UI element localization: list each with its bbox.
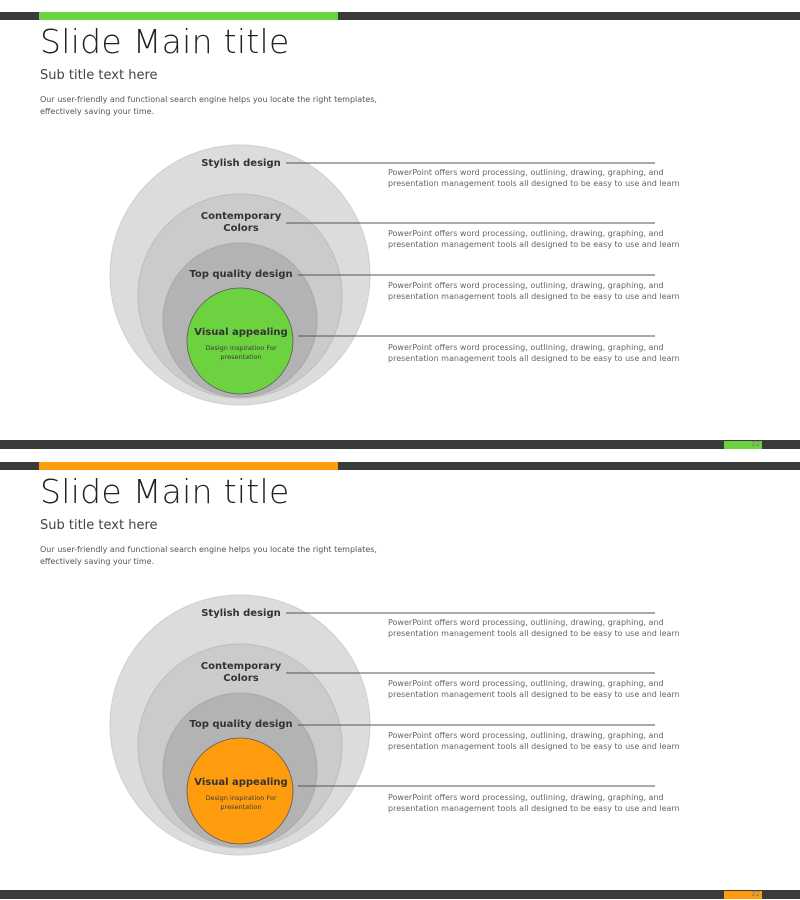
- bottom-bar: [0, 890, 800, 899]
- circle-sublabel-1: Design inspiration For: [205, 794, 277, 802]
- circle-label-top-quality: Top quality design: [189, 269, 293, 280]
- description-3: [388, 730, 680, 752]
- page-number: 22: [751, 440, 760, 448]
- description-2-line-2: presentation management tools all designed to be easy to use and learn: [388, 240, 680, 249]
- description-1-line-1: PowerPoint offers word processing, outlining, drawing, graphing, and: [388, 168, 664, 177]
- description-2: [388, 228, 680, 250]
- intro-line-2: effectively saving your time.: [40, 557, 155, 566]
- circle-inner: [187, 738, 293, 844]
- circle-label-visual: Visual appealing: [194, 327, 288, 338]
- description-2: [388, 678, 680, 700]
- circle-label-visual: Visual appealing: [194, 777, 288, 788]
- circle-sublabel-2: presentation: [220, 353, 262, 361]
- description-1: [388, 167, 680, 189]
- circle-inner: [187, 288, 293, 394]
- page-number: 22: [751, 890, 760, 898]
- description-4: [388, 792, 680, 814]
- description-1-line-2: presentation management tools all designed to be easy to use and learn: [388, 179, 680, 188]
- intro-line-1: Our user-friendly and functional search engine helps you locate the right templates,: [40, 545, 377, 554]
- circle-label-contemporary-2: Colors: [223, 673, 259, 684]
- intro-line-2: effectively saving your time.: [40, 107, 155, 116]
- description-3-line-2: presentation management tools all designed to be easy to use and learn: [388, 742, 680, 751]
- description-3-line-1: PowerPoint offers word processing, outlining, drawing, graphing, and: [388, 281, 664, 290]
- circle-label-stylish: Stylish design: [201, 608, 281, 619]
- description-2-line-1: PowerPoint offers word processing, outlining, drawing, graphing, and: [388, 229, 664, 238]
- circle-sublabel-2: presentation: [220, 803, 262, 811]
- circle-label-top-quality: Top quality design: [189, 719, 293, 730]
- circle-label-contemporary-1: Contemporary: [200, 211, 282, 222]
- description-3-line-1: PowerPoint offers word processing, outlining, drawing, graphing, and: [388, 731, 664, 740]
- description-4-line-2: presentation management tools all designed to be easy to use and learn: [388, 804, 680, 813]
- description-4-line-2: presentation management tools all designed to be easy to use and learn: [388, 354, 680, 363]
- nested-circles-diagram: [0, 450, 800, 900]
- description-3-line-2: presentation management tools all designed to be easy to use and learn: [388, 292, 680, 301]
- circle-label-contemporary-1: Contemporary: [200, 661, 282, 672]
- description-2-line-1: PowerPoint offers word processing, outlining, drawing, graphing, and: [388, 679, 664, 688]
- bottom-bar: [0, 440, 800, 449]
- description-4: [388, 342, 680, 364]
- slide-title: Slide Main title: [40, 22, 290, 61]
- description-4-line-1: PowerPoint offers word processing, outlining, drawing, graphing, and: [388, 343, 664, 352]
- slide-title: Slide Main title: [40, 472, 290, 511]
- slide-subtitle: Sub title text here: [40, 68, 158, 83]
- description-1-line-2: presentation management tools all designed to be easy to use and learn: [388, 629, 680, 638]
- description-3: [388, 280, 680, 302]
- slide-subtitle: Sub title text here: [40, 518, 158, 533]
- circle-sublabel-1: Design inspiration For: [205, 344, 277, 352]
- slide-2: [0, 450, 800, 900]
- circle-label-stylish: Stylish design: [201, 158, 281, 169]
- description-2-line-2: presentation management tools all designed to be easy to use and learn: [388, 690, 680, 699]
- intro-line-1: Our user-friendly and functional search engine helps you locate the right templates,: [40, 95, 377, 104]
- description-4-line-1: PowerPoint offers word processing, outlining, drawing, graphing, and: [388, 793, 664, 802]
- description-1-line-1: PowerPoint offers word processing, outlining, drawing, graphing, and: [388, 618, 664, 627]
- circle-label-contemporary-2: Colors: [223, 223, 259, 234]
- description-1: [388, 617, 680, 639]
